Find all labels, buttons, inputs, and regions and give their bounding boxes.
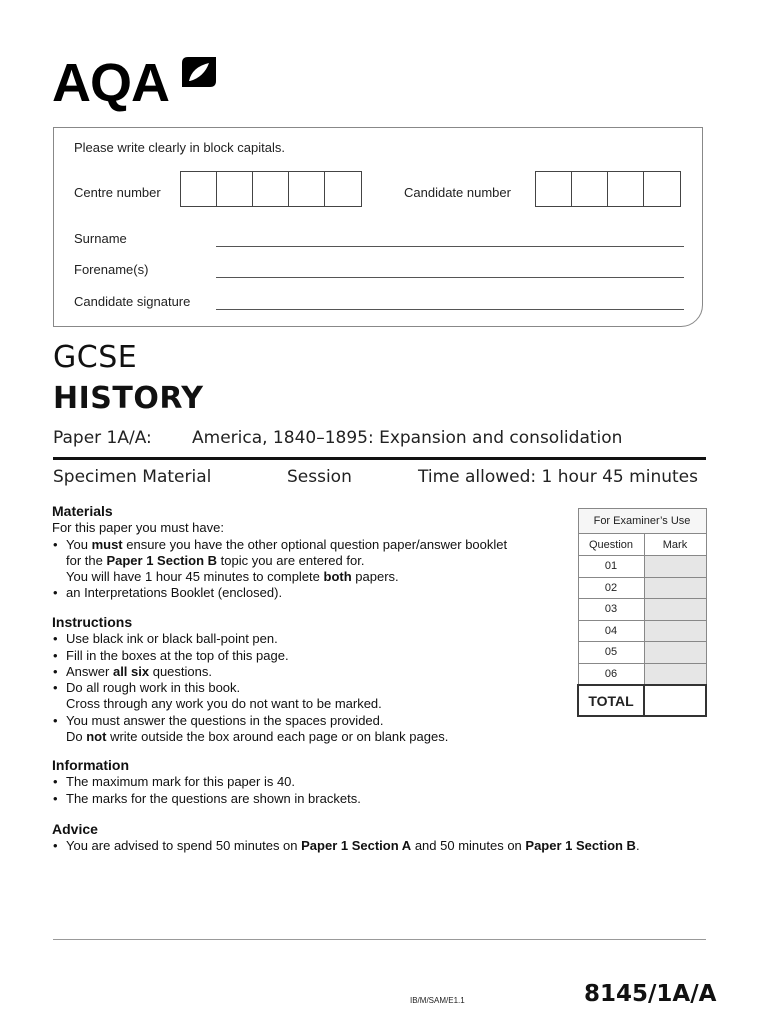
qualification-title: GCSE (53, 340, 138, 375)
aqa-logo-text: AQA (52, 53, 169, 113)
instruction-item: • You must answer the questions in the spaces provided. Do not write outside the box around each page or on blank pages. (52, 713, 572, 746)
heading-divider (53, 457, 706, 460)
candidate-details-box (53, 127, 703, 327)
paper-topic: America, 1840–1895: Expansion and consolidation (192, 428, 623, 448)
candidate-digit-box[interactable] (608, 172, 644, 206)
candidate-digit-box[interactable] (644, 172, 680, 206)
mark-cell (644, 556, 706, 578)
mark-cell (644, 599, 706, 621)
instructions-section (52, 614, 572, 745)
centre-digit-box[interactable] (181, 172, 217, 206)
materials-item: • You must ensure you have the other optional question paper/answer booklet for the Paper 1 Section B topic you are entered for. You will have 1 hour 45 minutes to complete both papers. (52, 537, 572, 586)
paper-code-label: Paper 1A/A: (53, 428, 152, 448)
advice-section (52, 821, 732, 855)
mark-cell (644, 577, 706, 599)
examiner-table-title: For Examiner’s Use (578, 509, 706, 534)
advice-item: • You are advised to spend 50 minutes on Paper 1 Section A and 50 minutes on Paper 1 Section B. (52, 838, 732, 854)
leaf-icon (180, 55, 218, 89)
materials-heading: Materials (52, 503, 113, 519)
total-mark-cell (644, 685, 706, 716)
question-number: 01 (578, 556, 644, 578)
information-section (52, 757, 572, 807)
advice-heading: Advice (52, 821, 98, 837)
materials-section (52, 503, 572, 602)
question-number: 03 (578, 599, 644, 621)
centre-digit-box[interactable] (325, 172, 361, 206)
time-allowed-label: Time allowed: 1 hour 45 minutes (418, 467, 698, 487)
information-heading: Information (52, 757, 129, 773)
instruction-item: • Do all rough work in this book. Cross through any work you do not want to be marked. (52, 680, 572, 713)
instruction-item: • Fill in the boxes at the top of this page. (52, 648, 572, 664)
specimen-material-label: Specimen Material (53, 467, 212, 487)
question-column-header: Question (578, 534, 644, 556)
candidate-digit-box[interactable] (572, 172, 608, 206)
centre-number-label: Centre number (74, 185, 161, 200)
materials-item: • an Interpretations Booklet (enclosed). (52, 585, 572, 601)
centre-digit-box[interactable] (253, 172, 289, 206)
surname-label: Surname (74, 231, 127, 246)
paper-code: 8145/1A/A (584, 981, 717, 1007)
question-number: 02 (578, 577, 644, 599)
mark-cell (644, 663, 706, 685)
information-item: • The marks for the questions are shown in brackets. (52, 791, 572, 807)
candidate-number-label: Candidate number (404, 185, 511, 200)
candidate-number-boxes[interactable] (535, 171, 681, 207)
information-item: • The maximum mark for this paper is 40. (52, 774, 572, 790)
footer-divider (53, 939, 706, 940)
question-number: 06 (578, 663, 644, 685)
examiner-use-table (577, 508, 707, 717)
question-number: 04 (578, 620, 644, 642)
question-number: 05 (578, 642, 644, 664)
mark-cell (644, 642, 706, 664)
instructions-heading: Instructions (52, 614, 133, 630)
centre-number-boxes[interactable] (180, 171, 362, 207)
signature-line[interactable] (216, 309, 684, 310)
session-label: Session (287, 467, 352, 487)
forenames-line[interactable] (216, 277, 684, 278)
subject-title: HISTORY (53, 381, 204, 416)
mark-column-header: Mark (644, 534, 706, 556)
instruction-item: • Answer all six questions. (52, 664, 572, 680)
candidate-digit-box[interactable] (536, 172, 572, 206)
mark-cell (644, 620, 706, 642)
forenames-label: Forename(s) (74, 262, 149, 277)
signature-label: Candidate signature (74, 294, 191, 309)
materials-intro: For this paper you must have: (52, 520, 224, 536)
total-label: TOTAL (578, 685, 644, 716)
centre-digit-box[interactable] (289, 172, 325, 206)
block-capitals-instruction: Please write clearly in block capitals. (74, 140, 285, 155)
instruction-item: • Use black ink or black ball-point pen. (52, 631, 572, 647)
surname-line[interactable] (216, 246, 684, 247)
footer-reference: IB/M/SAM/E1.1 (410, 996, 465, 1005)
centre-digit-box[interactable] (217, 172, 253, 206)
